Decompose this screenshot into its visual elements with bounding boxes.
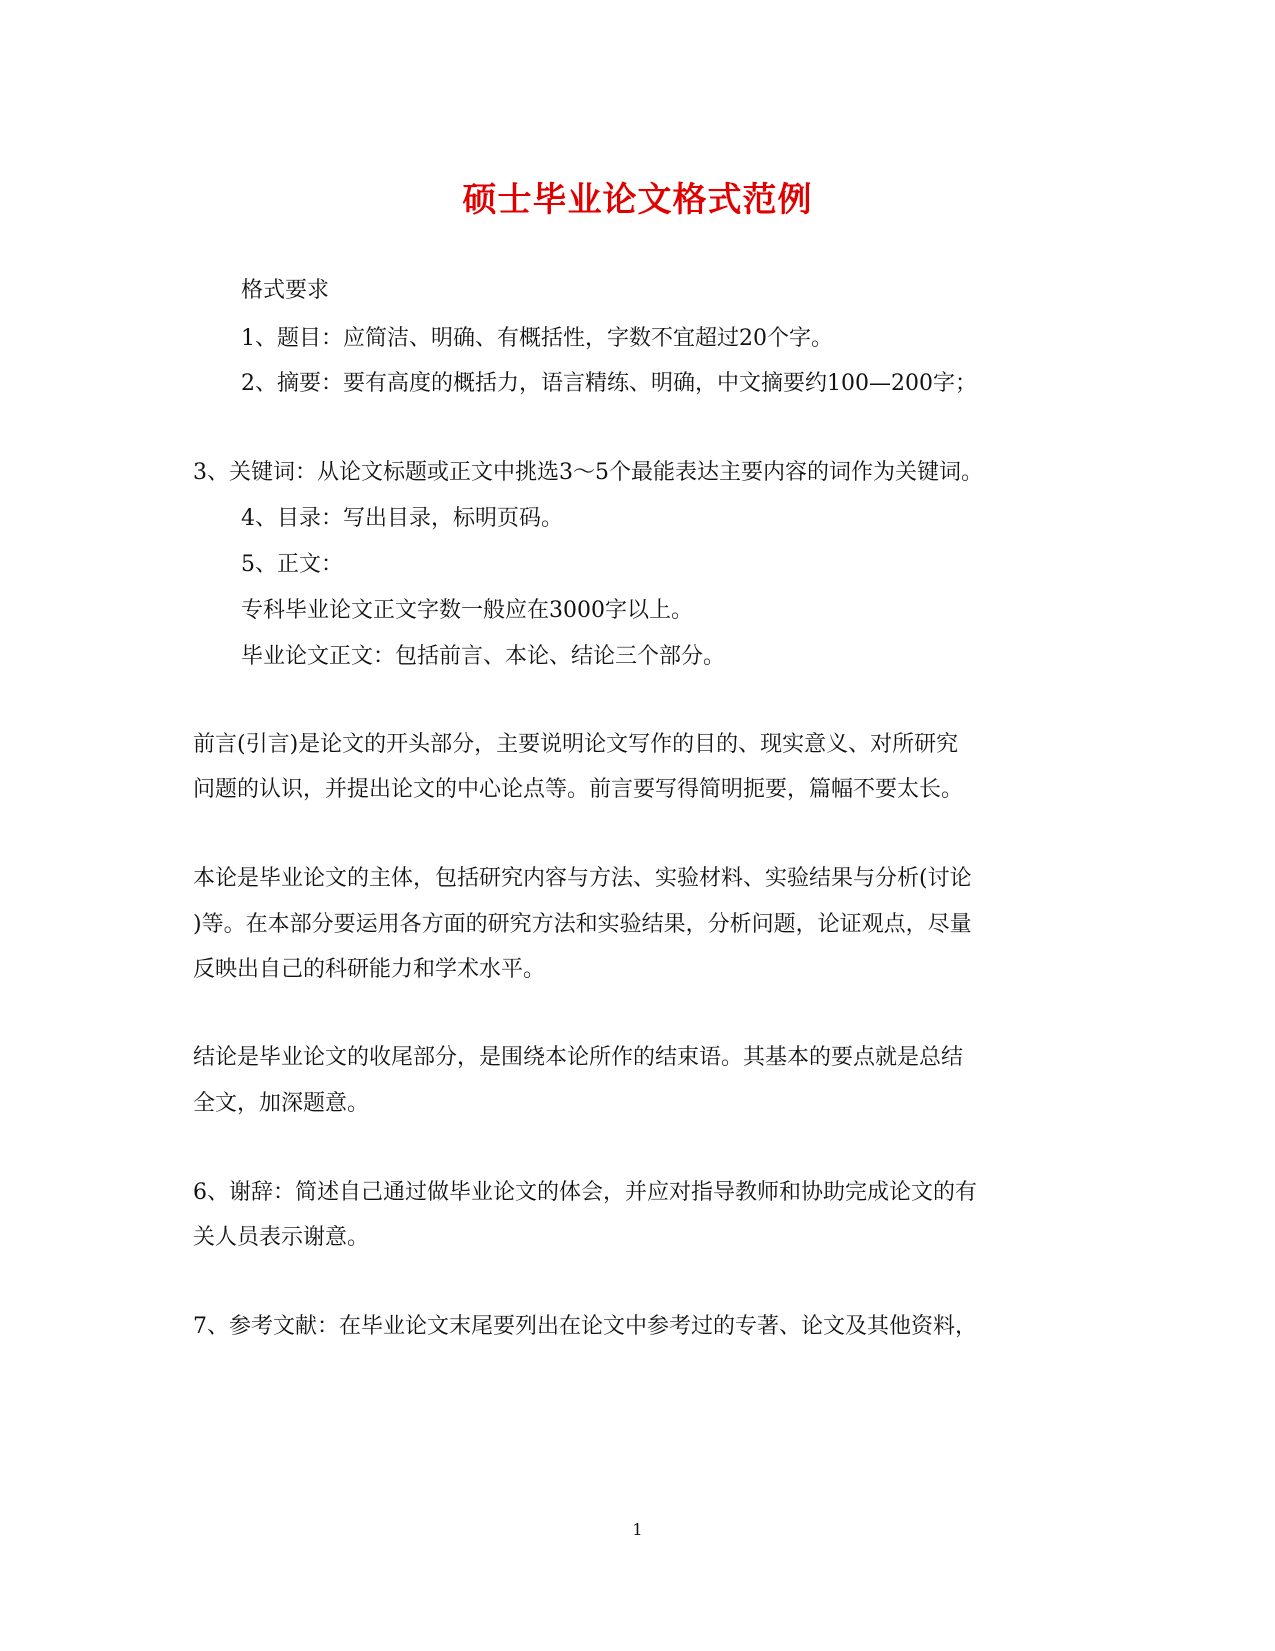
- paragraph-line: 前言(引言)是论文的开头部分，主要说明论文写作的目的、现实意义、对所研究: [193, 732, 959, 757]
- paragraph-line: 反映出自己的科研能力和学术水平。: [193, 957, 546, 982]
- paragraph-line: 4、目录：写出目录，标明页码。: [241, 506, 563, 531]
- paragraph-line: 3、关键词：从论文标题或正文中挑选3～5个最能表达主要内容的词作为关键词。: [193, 460, 983, 485]
- paragraph-line: )等。在本部分要运用各方面的研究方法和实验结果，分析问题，论证观点，尽量: [193, 912, 972, 937]
- paragraph-line: 毕业论文正文：包括前言、本论、结论三个部分。: [241, 644, 726, 669]
- paragraph-line: 7、参考文献：在毕业论文末尾要列出在论文中参考过的专著、论文及其他资料，: [193, 1314, 977, 1339]
- paragraph-line: 全文，加深题意。: [193, 1091, 370, 1116]
- paragraph-line: 结论是毕业论文的收尾部分，是围绕本论所作的结束语。其基本的要点就是总结: [193, 1045, 964, 1070]
- paragraph-line: 问题的认识，并提出论文的中心论点等。前言要写得简明扼要，篇幅不要太长。: [193, 777, 964, 802]
- paragraph-line: 2、摘要：要有高度的概括力，语言精练、明确，中文摘要约100—200字；: [241, 371, 977, 396]
- paragraph-line: 格式要求: [241, 278, 330, 303]
- paragraph-line: 关人员表示谢意。: [193, 1225, 370, 1250]
- paragraph-line: 5、正文：: [241, 552, 343, 577]
- paragraph-line: 6、谢辞：简述自己通过做毕业论文的体会，并应对指导教师和协助完成论文的有: [193, 1180, 977, 1205]
- paragraph-line: 专科毕业论文正文字数一般应在3000字以上。: [241, 598, 693, 623]
- paragraph-line: 本论是毕业论文的主体，包括研究内容与方法、实验材料、实验结果与分析(讨论: [193, 866, 972, 891]
- paragraph-line: 1、题目：应简洁、明确、有概括性，字数不宜超过20个字。: [241, 326, 833, 351]
- page-number: 1: [632, 1520, 643, 1539]
- document-title: 硕士毕业论文格式范例: [462, 180, 813, 220]
